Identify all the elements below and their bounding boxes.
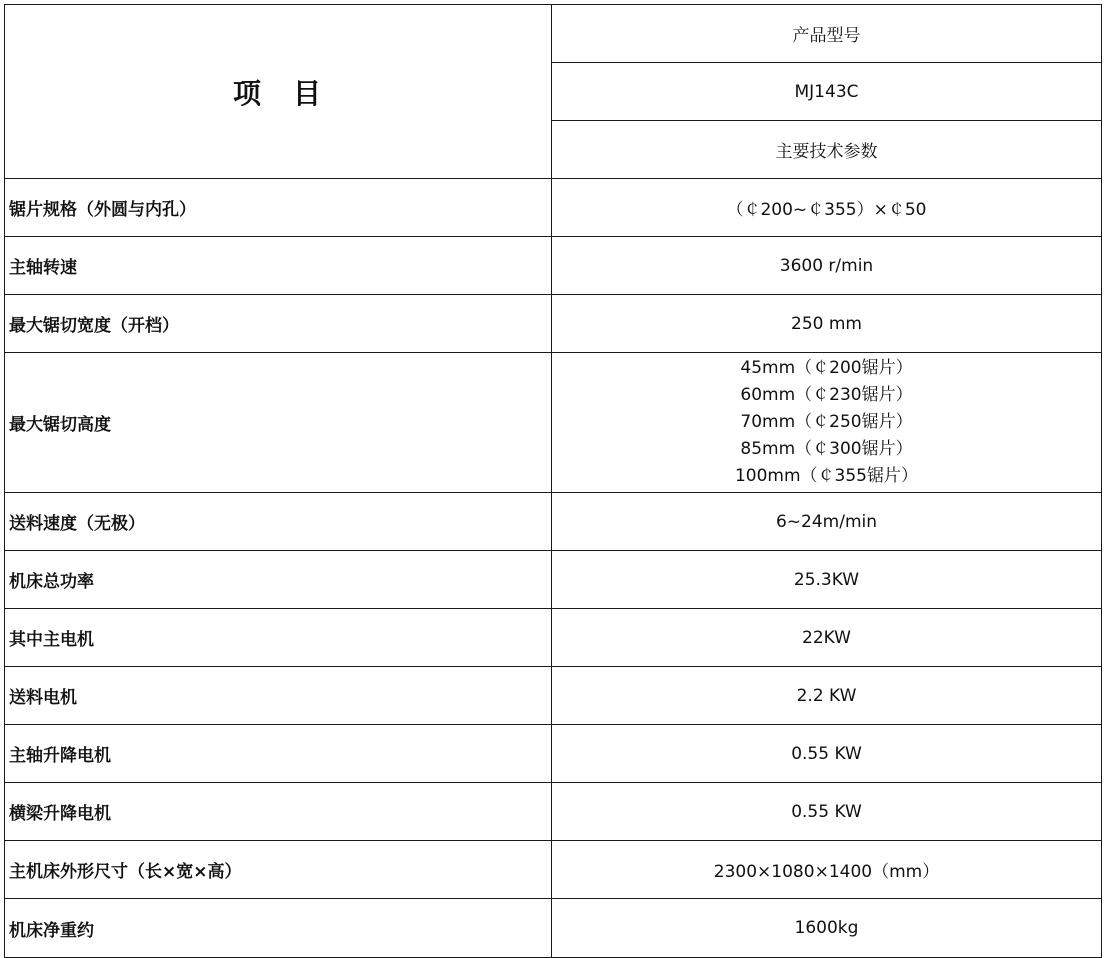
row-value: 0.55 KW [552,783,1102,841]
row-label: 其中主电机 [5,609,552,667]
row-label: 机床总功率 [5,551,552,609]
row-label: 主轴升降电机 [5,725,552,783]
row-label: 锯片规格（外圆与内孔） [5,179,552,237]
row-value: 2.2 KW [552,667,1102,725]
header-row-1 [5,5,1102,63]
table-row [5,899,1102,958]
row-label: 机床净重约 [5,899,552,958]
row-value-line: 60mm（￠230锯片） [740,385,913,405]
table-row [5,353,1102,493]
table-row [5,237,1102,295]
table-row [5,551,1102,609]
table-row [5,783,1102,841]
row-label: 横梁升降电机 [5,783,552,841]
table-row [5,841,1102,899]
row-value: （￠200~￠355）×￠50 [552,179,1102,237]
product-model-header: 产品型号 [552,5,1102,63]
row-label: 最大锯切高度 [5,353,552,493]
table-row [5,609,1102,667]
row-label: 送料速度（无极） [5,493,552,551]
row-value: 25.3KW [552,551,1102,609]
row-label: 主轴转速 [5,237,552,295]
row-value-line: 45mm（￠200锯片） [740,358,913,378]
row-label: 主机床外形尺寸（长×宽×高） [5,841,552,899]
row-value: 3600 r/min [552,237,1102,295]
row-value-line: 85mm（￠300锯片） [740,439,913,459]
row-value-list [552,353,1102,493]
row-label: 送料电机 [5,667,552,725]
row-value: 0.55 KW [552,725,1102,783]
table-row [5,179,1102,237]
params-header: 主要技术参数 [552,121,1102,179]
row-label: 最大锯切宽度（开档） [5,295,552,353]
table-row [5,725,1102,783]
row-value-line: 70mm（￠250锯片） [740,412,913,432]
table-row [5,667,1102,725]
row-value: 6~24m/min [552,493,1102,551]
row-value: 22KW [552,609,1102,667]
table-row [5,295,1102,353]
row-value: 250 mm [552,295,1102,353]
item-header: 项 目 [5,5,552,179]
model-cell: MJ143C [552,63,1102,121]
row-value: 1600kg [552,899,1102,958]
row-value-line: 100mm（￠355锯片） [734,466,918,486]
spec-table [4,4,1102,958]
table-row [5,493,1102,551]
row-value: 2300×1080×1400（mm） [552,841,1102,899]
